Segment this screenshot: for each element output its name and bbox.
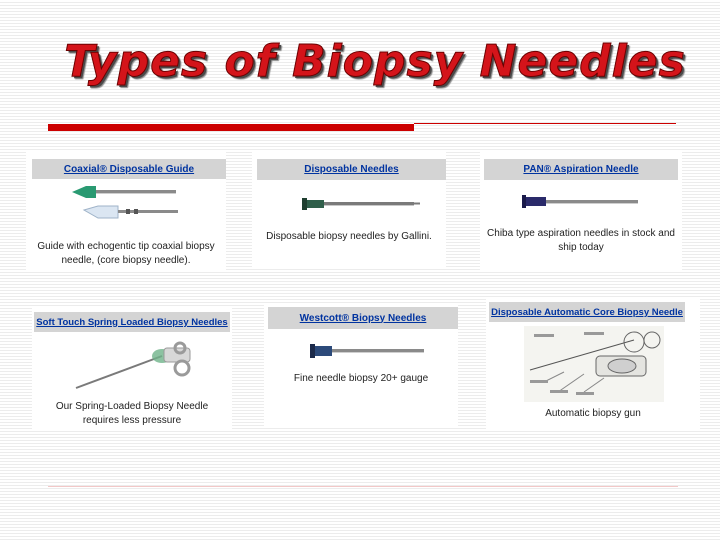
card-automatic-core [486,298,700,430]
westcott-needle-image [264,334,458,374]
card-pan-aspiration [480,152,682,270]
card-caption: Guide with echogentic tip coaxial biopsy needle, (core biopsy needle). [37,241,215,266]
card-caption: Disposable biopsy needles by Gallini. [266,231,432,242]
card-soft-touch [32,306,232,430]
card-caption: Chiba type aspiration needles in stock and ship today [487,228,675,253]
card-header-link[interactable]: Disposable Automatic Core Biopsy Needle [489,302,685,322]
card-header-link[interactable]: Disposable Needles [257,159,446,180]
biopsy-gun-diagram [524,326,664,402]
card-header-link[interactable]: Coaxial® Disposable Guide [32,159,226,179]
card-caption: Our Spring-Loaded Biopsy Needle requires less pressure [55,401,209,426]
bottom-divider [48,486,678,487]
card-disposable-needles [252,152,446,267]
coaxial-guide-image [26,182,226,232]
card-header-link[interactable]: PAN® Aspiration Needle [484,159,678,180]
card-coaxial-guide [26,152,226,272]
title-underline-bar [48,124,414,131]
card-caption: Automatic biopsy gun [545,408,641,419]
card-caption: Fine needle biopsy 20+ gauge [293,373,429,384]
spring-loaded-needle-image [32,336,232,398]
slide-title: Types of Biopsy Needles [64,36,686,87]
card-header-link[interactable]: Soft Touch Spring Loaded Biopsy Needles [34,312,230,332]
aspiration-needle-image [480,184,682,224]
card-header-link[interactable]: Westcott® Biopsy Needles [268,307,458,329]
disposable-needle-image [252,186,446,226]
card-westcott [264,304,458,428]
title-underline-line [414,123,676,124]
